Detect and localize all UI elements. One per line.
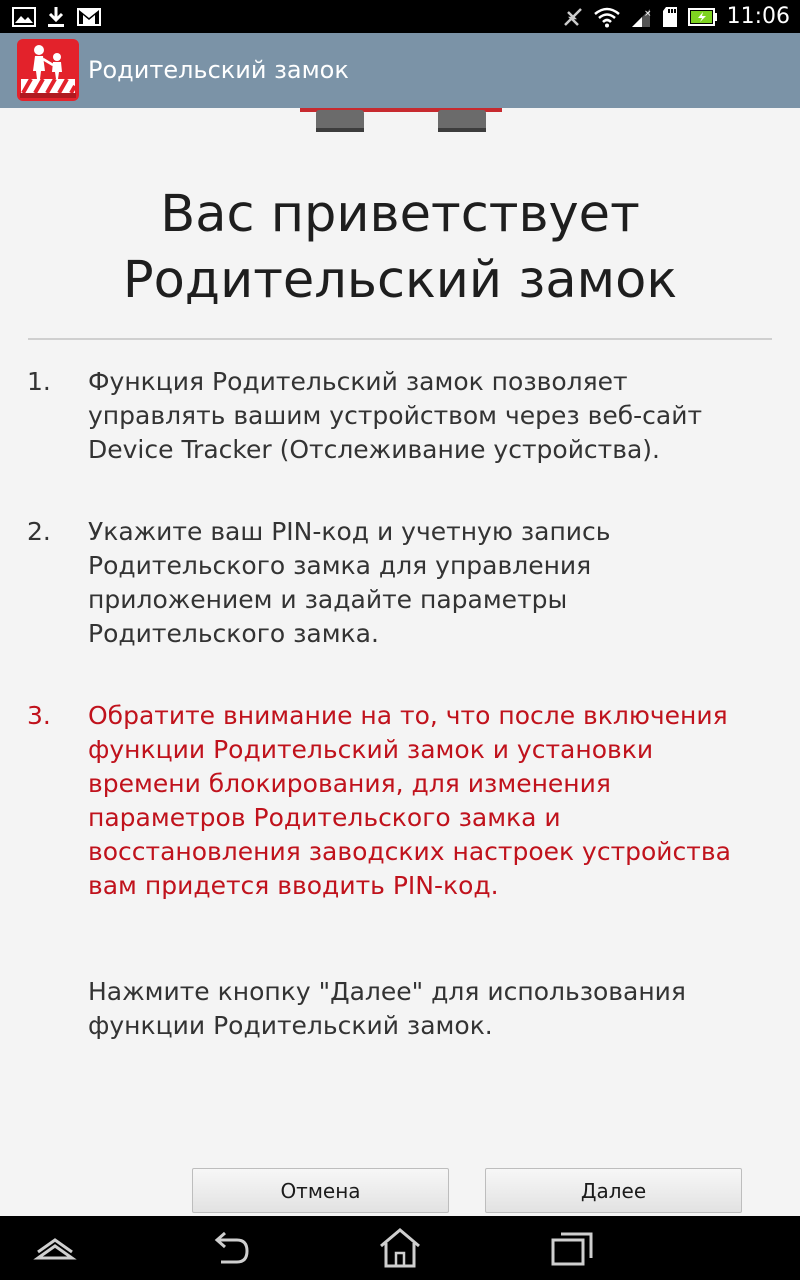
item-text-line: вам придется вводить PIN-код. <box>88 871 499 900</box>
item-text-line: времени блокирования, для изменения <box>88 769 611 798</box>
battery-charging-icon <box>688 7 718 27</box>
item-text-line: приложением и задайте параметры <box>88 585 568 614</box>
back-icon[interactable] <box>205 1226 255 1270</box>
prompt-line: Нажмите кнопку "Далее" для использования <box>88 977 686 1006</box>
item-text <box>88 515 778 651</box>
notification-icons <box>12 4 102 29</box>
next-button[interactable]: Далее <box>485 1168 742 1213</box>
item-text-line: параметров Родительского замка и <box>88 803 561 832</box>
item-text-line: управлять вашим устройством через веб-сайт <box>88 401 703 430</box>
system-status-icons <box>562 4 790 29</box>
item-text-line: Родительского замка. <box>88 619 379 648</box>
item-text-line: Родительского замка для управления <box>88 551 592 580</box>
item-text-line: Device Tracker (Отслеживание устройства). <box>88 435 660 464</box>
parental-lock-app-icon[interactable] <box>17 39 79 101</box>
item-number: 1. <box>27 367 51 396</box>
item-text-line: Функция Родительский замок позволяет <box>88 367 628 396</box>
status-bar <box>0 0 800 33</box>
item-text <box>88 699 778 903</box>
item-text-line: Укажите ваш PIN-код и учетную запись <box>88 517 611 546</box>
download-icon <box>46 6 66 28</box>
clock: 11:06 <box>726 4 790 29</box>
item-text-line: восстановления заводских настроек устройства <box>88 837 731 866</box>
image-icon <box>12 7 36 27</box>
welcome-title <box>0 182 800 314</box>
mute-icon <box>562 6 584 28</box>
welcome-title-line: Вас приветствует <box>160 185 640 244</box>
item-text-line: функции Родительский замок и установки <box>88 735 654 764</box>
gmail-icon <box>76 7 102 27</box>
app-title: Родительский замок <box>88 56 349 84</box>
recent-apps-icon[interactable] <box>547 1226 597 1270</box>
sd-card-icon <box>661 6 679 28</box>
action-bar <box>0 33 800 108</box>
item-text <box>88 365 778 467</box>
wifi-icon <box>593 6 621 28</box>
divider <box>28 338 772 340</box>
signal-icon <box>630 6 652 28</box>
navigation-bar <box>0 1216 800 1280</box>
cancel-button[interactable]: Отмена <box>192 1168 449 1213</box>
svg-text:×: × <box>643 8 652 19</box>
item-number: 3. <box>27 701 51 730</box>
item-number: 2. <box>27 517 51 546</box>
next-prompt <box>88 975 778 1043</box>
home-icon[interactable] <box>375 1226 425 1270</box>
prompt-line: функции Родительский замок. <box>88 1011 493 1040</box>
item-text-line: Обратите внимание на то, что после включения <box>88 701 728 730</box>
welcome-title-line: Родительский замок <box>122 251 678 310</box>
illustration-image <box>296 108 506 136</box>
up-icon[interactable] <box>30 1226 80 1270</box>
